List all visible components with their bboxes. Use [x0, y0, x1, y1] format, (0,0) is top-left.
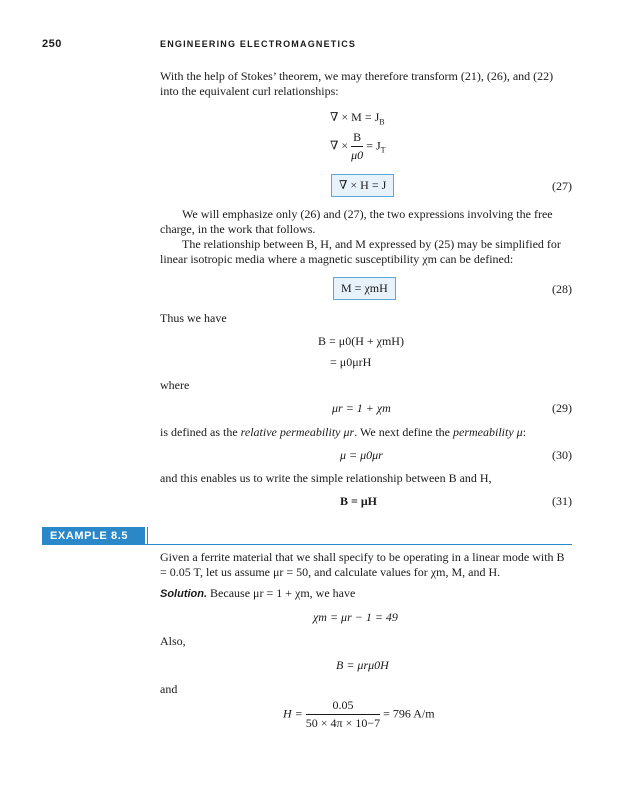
- example-problem: Given a ferrite material that we shall specify to be operating in a linear mode with B = 0.05 T, let us assume μr = 50, and calculate values for χm, M, and H.: [160, 550, 565, 579]
- equation-mu: μ = μ0μr: [340, 448, 383, 462]
- example-label: EXAMPLE 8.5: [42, 527, 145, 545]
- term-permeability: permeability μ: [453, 425, 523, 439]
- solution-text: Because μr = 1 + χm, we have: [210, 586, 356, 600]
- text-defined-as: is defined as the: [160, 425, 241, 439]
- paragraph-relative-permeability: [160, 425, 572, 440]
- page-number: 250: [42, 38, 62, 50]
- text-colon: :: [522, 425, 527, 439]
- fraction-h-denominator: 50 × 4π × 10−7: [305, 716, 381, 730]
- equation-m-def: M = χmH: [341, 281, 388, 295]
- equation-b-mu-r-mu0: B = μrμ0H: [336, 658, 389, 672]
- example-divider: [145, 544, 572, 545]
- paragraph-where: where: [160, 378, 190, 392]
- equation-number-27: (27): [552, 179, 572, 193]
- fraction-h: [306, 698, 380, 731]
- equation-curl-m-text: ∇ × M = J: [330, 110, 380, 124]
- paragraph-emphasize: We will emphasize only (26) and (27), the two expressions involving the free charge, in the work that follows.: [160, 207, 553, 236]
- equation-mu-r: μr = 1 + χm: [332, 401, 391, 415]
- fraction-h-numerator: 0.05: [306, 698, 380, 715]
- running-title: ENGINEERING ELECTROMAGNETICS: [160, 39, 357, 49]
- equation-number-28: (28): [552, 282, 572, 296]
- equation-h: [283, 698, 435, 731]
- text-and: and: [160, 682, 178, 696]
- equation-b-line2: = μ0μrH: [330, 355, 372, 369]
- paragraph-relationship: The relationship between B, H, and M expressed by (25) may be simplified for linear isotropic media where a magnetic susceptibility χm can be defined:: [160, 237, 561, 266]
- equation-curl-b-rhs-sub: T: [380, 145, 386, 155]
- text-also: Also,: [160, 634, 186, 648]
- fraction-denominator: μ0: [351, 148, 364, 162]
- fraction-numerator: B: [351, 130, 363, 147]
- equation-b-mu-h: B = μH: [340, 494, 377, 508]
- fraction-b-over-mu0: [351, 130, 363, 163]
- example-divider-vertical: [147, 527, 148, 545]
- equation-h-lhs: H =: [283, 706, 303, 721]
- equation-h-rhs: = 796 A/m: [383, 706, 435, 721]
- equation-number-29: (29): [552, 401, 572, 415]
- equation-curl-m: [330, 110, 385, 126]
- equation-curl-b-lhs: ∇ ×: [330, 138, 349, 153]
- equation-number-30: (30): [552, 448, 572, 462]
- solution-label: Solution.: [160, 588, 208, 600]
- text-next-define: . We next define the: [354, 425, 453, 439]
- equation-m-def-box: [333, 277, 396, 300]
- equation-b-line1: B = μ0(H + χmH): [318, 334, 404, 348]
- paragraph-stokes: With the help of Stokes’ theorem, we may therefore transform (21), (26), and (22) into the equivalent curl relationships:: [160, 69, 554, 98]
- paragraph-simple-relationship: and this enables us to write the simple relationship between B and H,: [160, 471, 492, 485]
- equation-chi: χm = μr − 1 = 49: [313, 610, 398, 624]
- equation-curl-b-rhs: = J: [366, 138, 381, 153]
- equation-curl-h: ∇ × H = J: [339, 178, 387, 192]
- equation-curl-m-sub: B: [379, 117, 385, 127]
- example-solution-line: [160, 586, 572, 602]
- term-relative-permeability: relative permeability μr: [240, 425, 355, 439]
- equation-number-31: (31): [552, 494, 572, 508]
- equation-curl-b: [330, 130, 386, 163]
- paragraph-thus: Thus we have: [160, 311, 227, 325]
- equation-curl-h-box: [331, 174, 394, 197]
